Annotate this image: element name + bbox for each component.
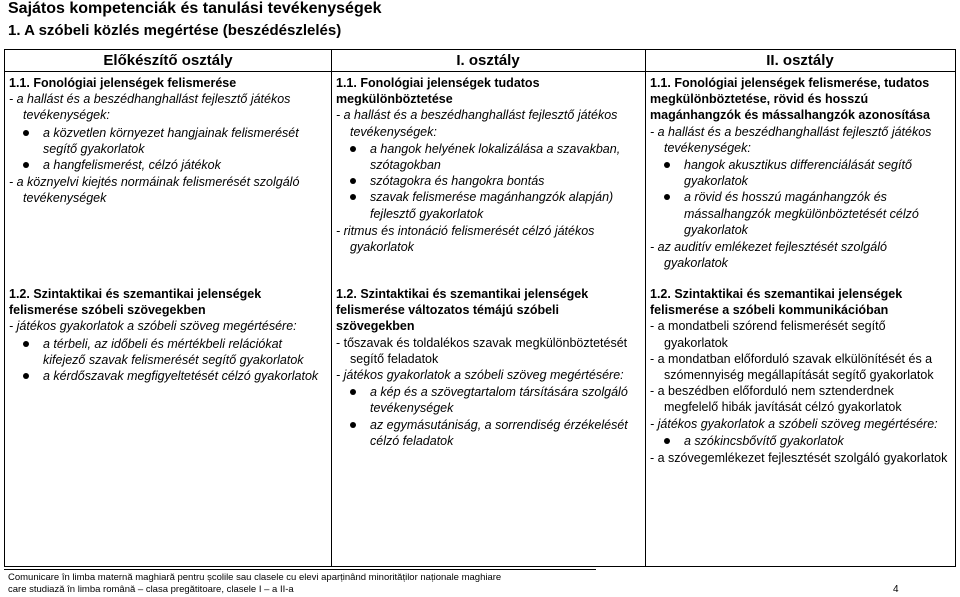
bullet-item: a térbeli, az időbeli és mértékbeli relációkat kifejező szavak felismerését segítő gyakorlatok	[35, 336, 325, 368]
footer-text-line1: Comunicare în limba maternă maghiară pentru școlile sau clasele cu elevi aparținând minorităților naționale maghiare	[8, 572, 502, 583]
bullet-item: a rövid és hosszú magánhangzók és mássalhangzók megkülönböztetését célzó gyakorlatok	[676, 189, 950, 238]
dash-item: - a mondatban előforduló szavak elkülönítését és a szómennyiség megállapítását segítő gyakorlatok	[650, 351, 934, 383]
cell-heading: 1.1. Fonológiai jelenségek felismerése, tudatos megkülönböztetése, rövid és hosszú magánhangzók és mássalhangzók azonosítása	[650, 76, 930, 123]
dash-item: - az auditív emlékezet fejlesztését szolgáló gyakorlatok	[650, 240, 887, 271]
dash-item: - a beszédben előforduló nem sztenderdnek megfelelő hibák javítását célzó gyakorlatok	[650, 384, 902, 415]
column-divider	[331, 50, 332, 566]
cell-prep-row2	[9, 286, 325, 385]
bullet-list	[9, 125, 325, 174]
bullet-item: a kép és a szövegtartalom társítására szolgáló tevékenységek	[362, 384, 636, 416]
column-header-first: I. osztály	[331, 50, 645, 72]
cell-first-row1	[336, 75, 636, 255]
bullet-list	[336, 384, 636, 449]
page-number: 4	[893, 584, 899, 595]
dash-item: - játékos gyakorlatok a szóbeli szöveg megértésére:	[336, 368, 624, 383]
bullet-item: az egymásutániság, a sorrendiség érzékelését célzó feladatok	[362, 417, 636, 449]
dash-item: - a mondatbeli szórend felismerését segítő gyakorlatok	[650, 319, 886, 350]
bullet-list	[336, 141, 636, 222]
dash-item: - játékos gyakorlatok a szóbeli szöveg megértésére:	[9, 319, 297, 334]
dash-item: - a szóvegemlékezet fejlesztését szolgáló gyakorlatok	[650, 451, 948, 466]
bullet-item: a hangok helyének lokalizálása a szavakban, szótagokban	[362, 141, 636, 173]
dash-item: - a köznyelvi kiejtés normáinak felismerését szolgáló tevékenységek	[9, 175, 300, 206]
bullet-item: a hangfelismerést, célzó játékok	[35, 157, 325, 173]
bullet-item: a szókincsbővítő gyakorlatok	[676, 433, 950, 449]
cell-prep-row1	[9, 75, 325, 207]
bullet-list	[9, 336, 325, 385]
column-divider	[645, 50, 646, 566]
dash-item: - játékos gyakorlatok a szóbeli szöveg megértésére:	[650, 416, 938, 431]
bullet-item: a közvetlen környezet hangjainak felismerését segítő gyakorlatok	[35, 125, 325, 157]
cell-heading: 1.2. Szintaktikai és szemantikai jelenségek felismerése változatos témájú szóbeli szövegekben	[336, 287, 589, 334]
cell-heading: 1.2. Szintaktikai és szemantikai jelenségek felismerése szóbeli szövegekben	[9, 287, 262, 318]
dash-item: - a hallást és a beszédhanghallást fejlesztő játékos tevékenységek:	[336, 108, 618, 139]
column-header-second: II. osztály	[645, 50, 955, 72]
section-subtitle: 1. A szóbeli közlés megértése (beszédészlelés)	[8, 22, 342, 39]
footer-divider	[4, 569, 596, 570]
competency-table	[4, 49, 956, 567]
page-title: Sajátos kompetenciák és tanulási tevékenységek	[8, 0, 382, 17]
footer-text-line2: care studiază în limba română – clasa pregătitoare, clasele I – a II-a	[8, 584, 294, 595]
dash-item: - a hallást és a beszédhanghallást fejlesztő játékos tevékenységek:	[650, 124, 932, 155]
bullet-item: a kérdőszavak megfigyeltetését célzó gyakorlatok	[35, 368, 325, 384]
column-header-prep: Előkészítő osztály	[5, 50, 331, 72]
cell-second-row1	[650, 75, 950, 271]
dash-item: - ritmus és intonáció felismerését célzó játékos gyakorlatok	[336, 223, 595, 255]
bullet-list	[650, 433, 950, 449]
bullet-item: hangok akusztikus differenciálását segítő gyakorlatok	[676, 157, 950, 189]
bullet-list	[650, 157, 950, 238]
dash-item: - tőszavak és toldalékos szavak megkülönböztetését segítő feladatok	[336, 335, 628, 366]
cell-heading: 1.1. Fonológiai jelenségek tudatos megkülönböztetése	[336, 76, 540, 107]
bullet-item: szótagokra és hangokra bontás	[362, 173, 636, 189]
dash-item: - a hallást és a beszédhanghallást fejlesztő játékos tevékenységek:	[9, 92, 291, 123]
bullet-item: szavak felismerése magánhangzók alapján) fejlesztő gyakorlatok	[362, 189, 636, 221]
cell-heading: 1.2. Szintaktikai és szemantikai jelenségek felismerése a szóbeli kommunikációban	[650, 287, 903, 318]
cell-heading: 1.1. Fonológiai jelenségek felismerése	[9, 76, 237, 90]
cell-first-row2	[336, 286, 636, 450]
cell-second-row2	[650, 286, 950, 466]
